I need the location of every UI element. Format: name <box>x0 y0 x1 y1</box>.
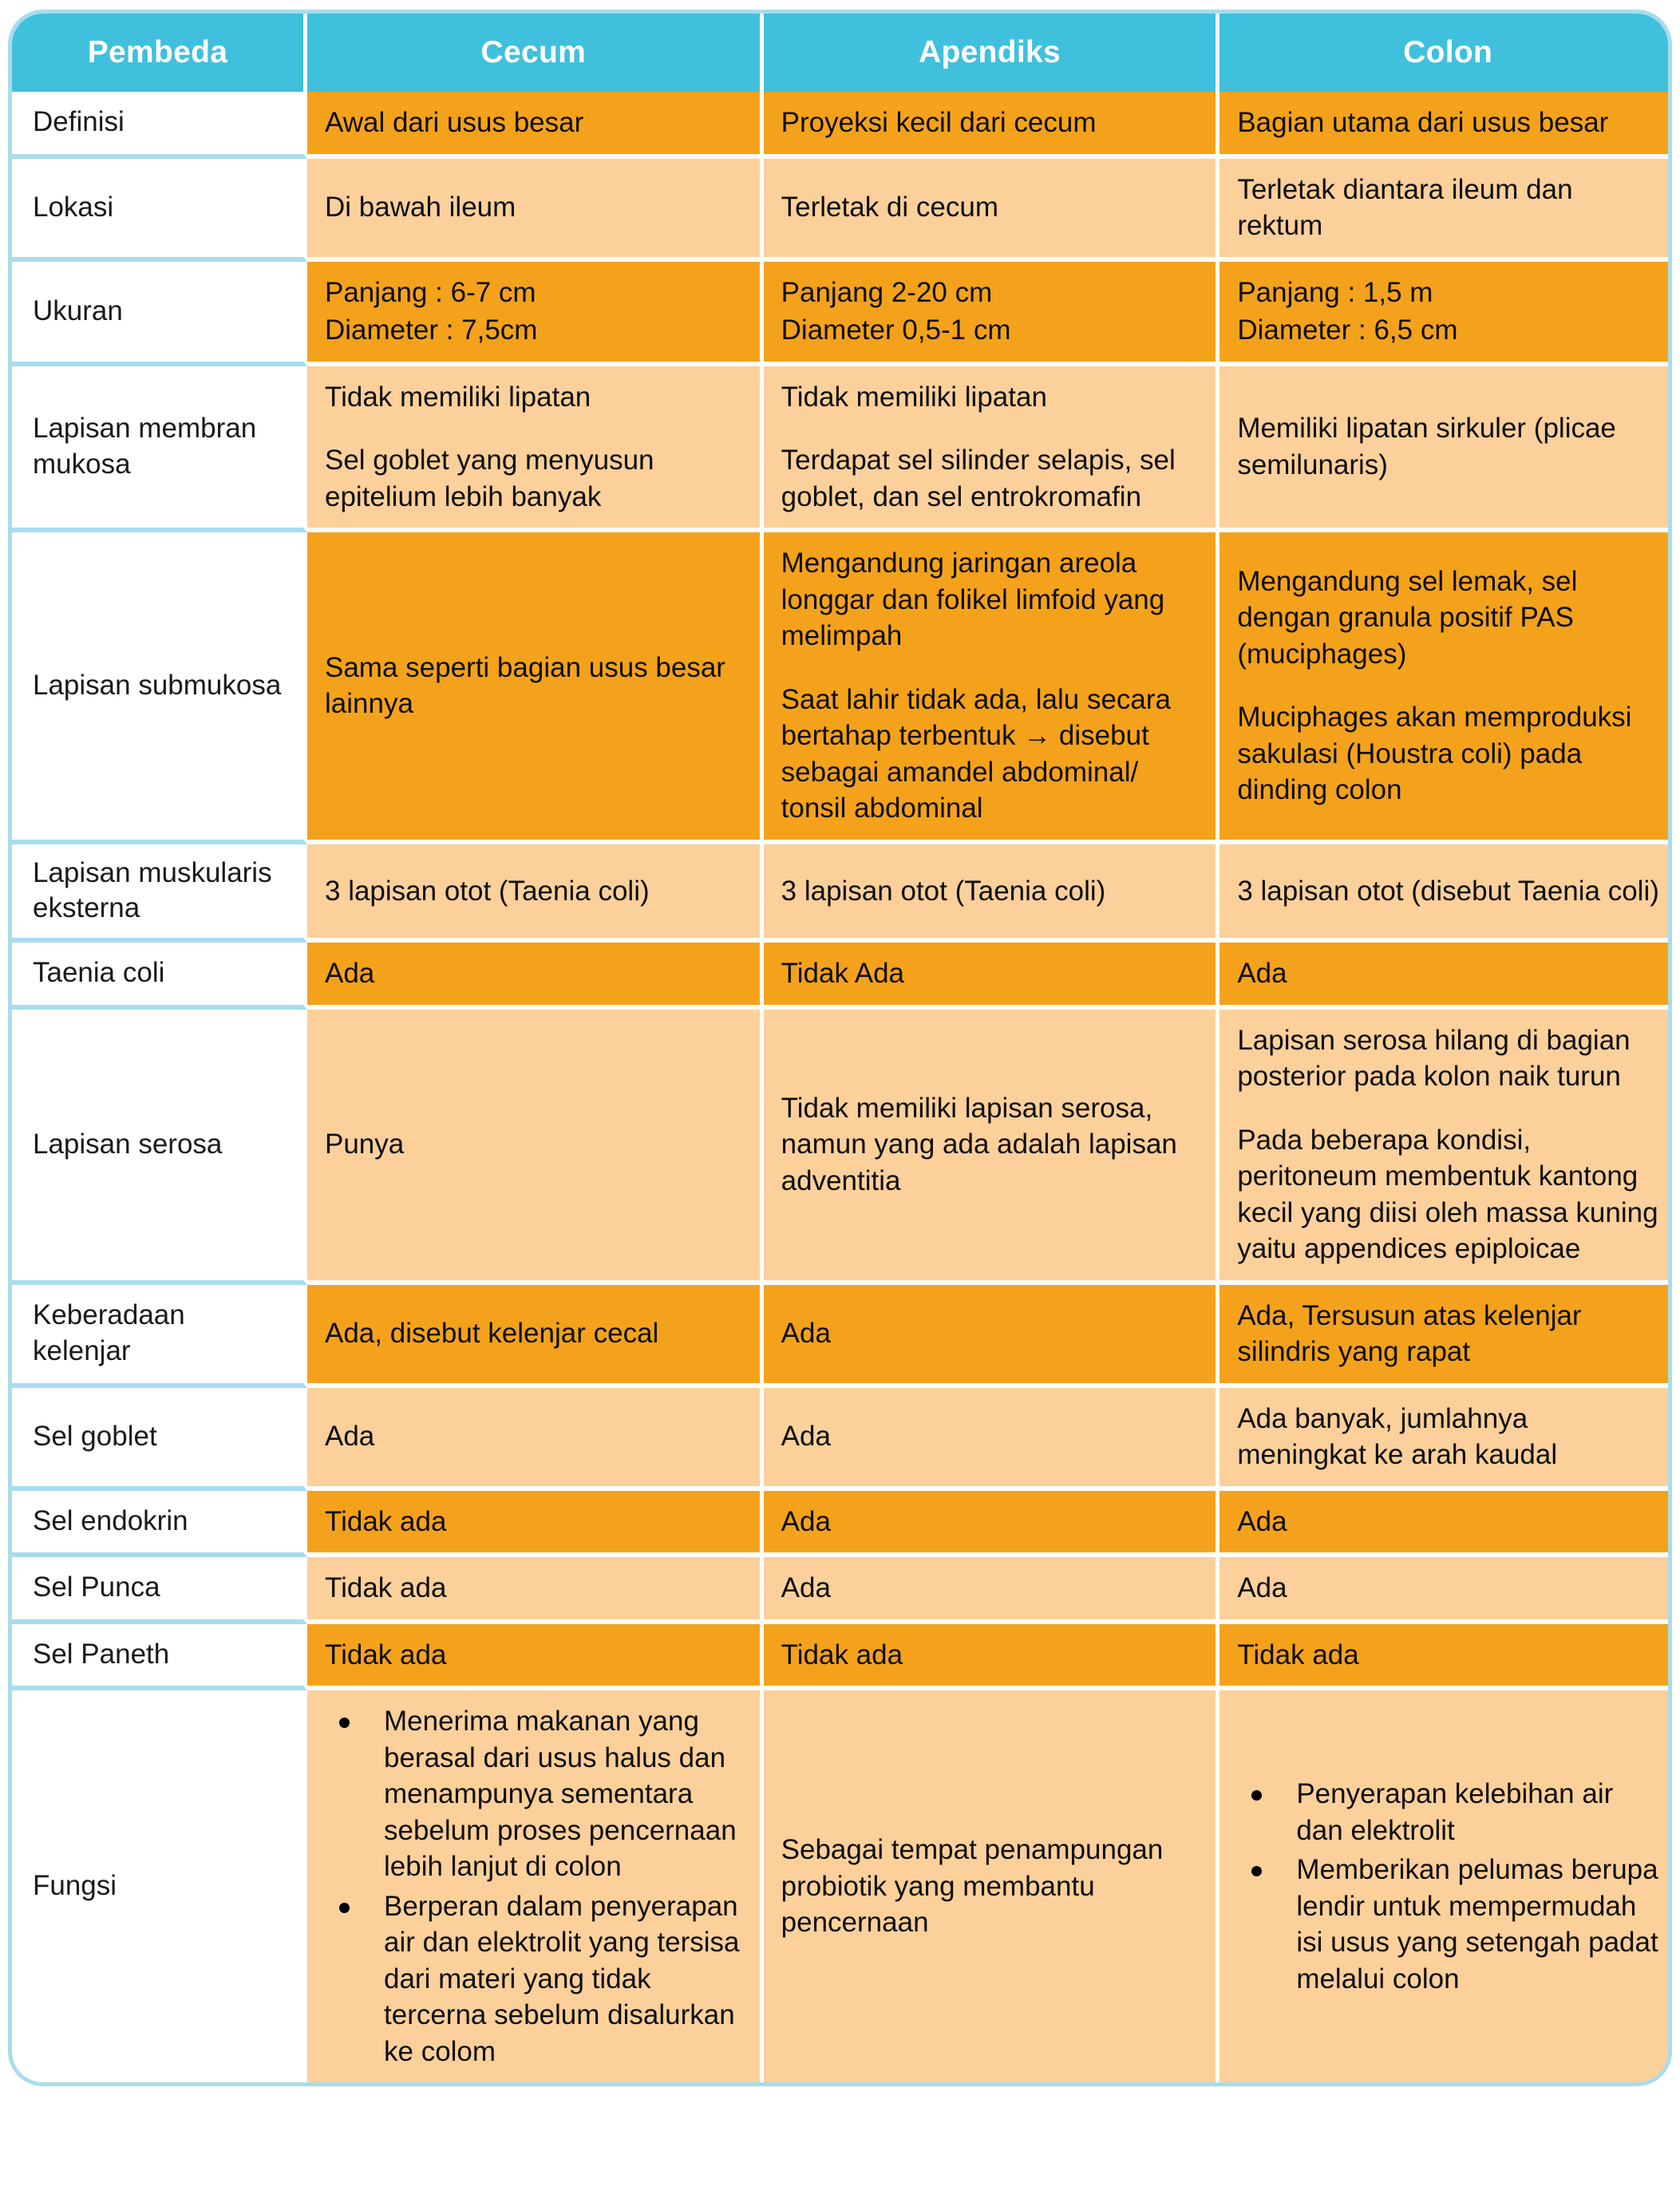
bullet-item: Penyerapan kelebihan air dan elektrolit <box>1296 1776 1663 1848</box>
cell-paragraph: Saat lahir tidak ada, lalu secara bertahap terbentuk → disebut sebagai amandel abdominal/ tonsil abdominal <box>781 683 1171 824</box>
cell-colon <box>1219 532 1672 844</box>
cell-line: Diameter : 7,5cm <box>325 314 538 346</box>
cell-paragraph: 3 lapisan otot (Taenia coli) <box>325 875 650 907</box>
row-label-6: Lapisan muskularis eksterna <box>12 844 307 943</box>
column-header-cecum: Cecum <box>307 14 764 92</box>
row-label-4: Lapisan membran mukosa <box>12 366 307 533</box>
cell-colon <box>1219 366 1672 533</box>
cell-paragraph: Ada banyak, jumlahnya meningkat ke arah kaudal <box>1237 1402 1558 1471</box>
cell-paragraph: 3 lapisan otot (Taenia coli) <box>781 875 1106 907</box>
cell-paragraph: Tidak ada <box>325 1639 447 1670</box>
row-label-10: Sel goblet <box>12 1388 307 1491</box>
table-header-row <box>12 14 1672 92</box>
cell-cecum <box>307 943 764 1010</box>
cell-paragraph: Bagian utama dari usus besar <box>1237 107 1609 138</box>
cell-paragraph: Lapisan serosa hilang di bagian posterior pada kolon naik turun <box>1237 1024 1631 1093</box>
cell-apendiks <box>764 92 1220 159</box>
bullet-item: Memberikan pelumas berupa lendir untuk mempermudah isi usus yang setengah padat melalui colon <box>1296 1852 1663 1997</box>
cell-apendiks <box>764 532 1220 844</box>
cell-cecum <box>307 1690 764 2082</box>
table-row <box>12 159 1672 262</box>
cell-apendiks <box>764 1491 1220 1558</box>
table-row <box>12 1557 1672 1624</box>
cell-paragraph: Ada <box>325 958 375 990</box>
table-row <box>12 943 1672 1010</box>
cell-paragraph: Terletak diantara ileum dan rektum <box>1237 173 1573 241</box>
cell-paragraph: Ada <box>1237 1505 1287 1537</box>
table-body <box>12 92 1672 2082</box>
cell-colon <box>1219 1010 1672 1285</box>
row-label-3: Ukuran <box>12 262 307 366</box>
cell-colon <box>1219 844 1672 943</box>
cell-apendiks <box>764 1388 1220 1491</box>
cell-paragraph: Tidak Ada <box>781 958 905 990</box>
cell-cecum <box>307 844 764 943</box>
table-row <box>12 262 1672 366</box>
cell-paragraph: Proyeksi kecil dari cecum <box>781 107 1097 138</box>
cell-apendiks <box>764 1690 1220 2082</box>
cell-cecum <box>307 366 764 533</box>
cell-paragraph: Tidak ada <box>781 1639 903 1670</box>
cell-apendiks <box>764 159 1220 262</box>
table-row <box>12 844 1672 943</box>
bullet-list <box>1237 1776 1663 1997</box>
cell-line: Panjang 2-20 cm <box>781 276 993 308</box>
cell-cecum <box>307 92 764 159</box>
cell-colon <box>1219 159 1672 262</box>
cell-paragraph: Ada <box>781 1421 831 1453</box>
cell-paragraph: Ada <box>1237 958 1287 990</box>
cell-colon <box>1219 1624 1672 1691</box>
cell-paragraph: Muciphages akan memproduksi sakulasi (Houstra coli) pada dinding colon <box>1237 702 1632 806</box>
cell-paragraph: Terdapat sel silinder selapis, sel goblet, dan sel entrokromafin <box>781 445 1176 512</box>
cell-apendiks <box>764 1285 1220 1388</box>
cell-paragraph: Tidak ada <box>325 1505 447 1537</box>
cell-paragraph: Ada <box>781 1318 831 1350</box>
cell-cecum <box>307 1557 764 1624</box>
bullet-item: Menerima makanan yang berasal dari usus halus dan menampunya sementara sebelum proses pencernaan lebih lanjut di colon <box>384 1703 747 1885</box>
row-label-7: Taenia coli <box>12 943 307 1010</box>
cell-paragraph: Mengandung sel lemak, sel dengan granula positif PAS (muciphages) <box>1237 565 1578 670</box>
cell-paragraph: Terletak di cecum <box>781 192 998 223</box>
cell-paragraph: Ada, Tersusun atas kelenjar silindris yang rapat <box>1237 1299 1582 1368</box>
cell-paragraph: Mengandung jaringan areola longgar dan folikel limfoid yang melimpah <box>781 548 1165 651</box>
cell-colon <box>1219 262 1672 366</box>
cell-line: Diameter : 6,5 cm <box>1237 314 1458 346</box>
row-label-2: Lokasi <box>12 159 307 262</box>
cell-paragraph: 3 lapisan otot (disebut Taenia coli) <box>1237 875 1659 907</box>
cell-paragraph: Tidak ada <box>325 1572 447 1604</box>
cell-line: Diameter 0,5-1 cm <box>781 314 1011 346</box>
row-label-14: Fungsi <box>12 1690 307 2082</box>
bullet-item: Berperan dalam penyerapan air dan elektrolit yang tersisa dari materi yang tidak tercerna sebelum disalurkan ke colom <box>384 1888 747 2070</box>
cell-line: Panjang : 1,5 m <box>1237 276 1433 308</box>
table-row <box>12 1624 1672 1691</box>
cell-line: Panjang : 6-7 cm <box>325 276 536 308</box>
cell-apendiks <box>764 1010 1220 1285</box>
comparison-table <box>12 14 1672 2082</box>
table-row <box>12 366 1672 533</box>
bullet-dot-icon <box>339 1903 350 1913</box>
cell-colon <box>1219 943 1672 1010</box>
table-header <box>12 14 1672 92</box>
bullet-list <box>325 1703 747 2070</box>
cell-cecum <box>307 1388 764 1491</box>
cell-colon <box>1219 1491 1672 1558</box>
cell-paragraph: Sel goblet yang menyusun epitelium lebih banyak <box>325 445 654 512</box>
cell-paragraph: Awal dari usus besar <box>325 107 584 138</box>
comparison-table-frame <box>8 10 1672 2086</box>
row-label-1: Definisi <box>12 92 307 159</box>
row-label-9: Keberadaan kelenjar <box>12 1285 307 1388</box>
cell-paragraph: Ada, disebut kelenjar cecal <box>325 1318 659 1350</box>
cell-apendiks <box>764 1557 1220 1624</box>
cell-paragraph: Sama seperti bagian usus besar lainnya <box>325 651 725 720</box>
cell-apendiks <box>764 943 1220 1010</box>
table-row <box>12 1388 1672 1491</box>
cell-paragraph: Ada <box>325 1421 375 1453</box>
cell-colon <box>1219 1557 1672 1624</box>
cell-paragraph: Tidak memiliki lipatan <box>781 381 1047 413</box>
cell-apendiks <box>764 366 1220 533</box>
cell-colon <box>1219 1690 1672 2082</box>
row-label-11: Sel endokrin <box>12 1491 307 1558</box>
cell-apendiks <box>764 1624 1220 1691</box>
cell-paragraph: Tidak ada <box>1237 1639 1359 1670</box>
cell-colon <box>1219 1285 1672 1388</box>
table-row <box>12 1690 1672 2082</box>
cell-paragraph: Tidak memiliki lapisan serosa, namun yang ada adalah lapisan adventitia <box>781 1092 1177 1196</box>
row-label-5: Lapisan submukosa <box>12 532 307 844</box>
cell-paragraph: Tidak memiliki lipatan <box>325 381 591 413</box>
cell-colon <box>1219 1388 1672 1491</box>
row-label-13: Sel Paneth <box>12 1624 307 1691</box>
table-row <box>12 92 1672 159</box>
cell-paragraph: Ada <box>1237 1572 1287 1604</box>
row-label-8: Lapisan serosa <box>12 1010 307 1285</box>
table-row <box>12 1010 1672 1285</box>
cell-paragraph: Ada <box>781 1572 831 1604</box>
cell-paragraph: Ada <box>781 1505 831 1537</box>
cell-cecum <box>307 159 764 262</box>
row-label-12: Sel Punca <box>12 1557 307 1624</box>
bullet-dot-icon <box>1251 1790 1262 1801</box>
bullet-dot-icon <box>339 1718 350 1728</box>
cell-cecum <box>307 1010 764 1285</box>
cell-paragraph: Punya <box>325 1129 405 1160</box>
bullet-dot-icon <box>1251 1866 1262 1876</box>
table-row <box>12 1491 1672 1558</box>
cell-cecum <box>307 1285 764 1388</box>
column-header-colon: Colon <box>1219 14 1672 92</box>
cell-cecum <box>307 532 764 844</box>
cell-apendiks <box>764 262 1220 366</box>
cell-paragraph: Sebagai tempat penampungan probiotik yang membantu pencernaan <box>781 1834 1164 1939</box>
column-header-pembeda: Pembeda <box>12 14 307 92</box>
column-header-apendiks: Apendiks <box>764 14 1220 92</box>
cell-paragraph: Memiliki lipatan sirkuler (plicae semilunaris) <box>1237 413 1616 480</box>
cell-apendiks <box>764 844 1220 943</box>
cell-paragraph: Di bawah ileum <box>325 192 516 223</box>
table-row <box>12 1285 1672 1388</box>
cell-cecum <box>307 262 764 366</box>
cell-cecum <box>307 1624 764 1691</box>
cell-paragraph: Pada beberapa kondisi, peritoneum membentuk kantong kecil yang diisi oleh massa kuning yaitu appendices epiploicae <box>1237 1124 1658 1265</box>
cell-colon <box>1219 92 1672 159</box>
cell-cecum <box>307 1491 764 1558</box>
table-row <box>12 532 1672 844</box>
